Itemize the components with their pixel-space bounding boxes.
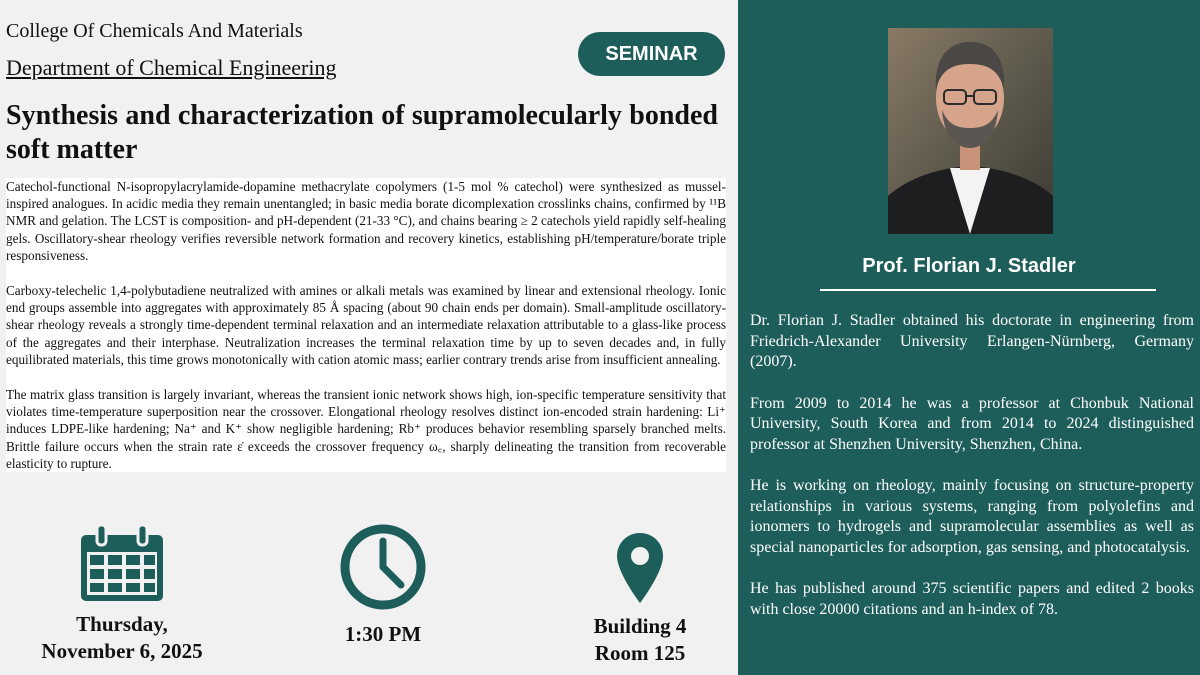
speaker-bio (750, 311, 1194, 641)
department-name: Department of Chemical Engineering (6, 55, 337, 80)
abstract-paragraph-3: The matrix glass transition is largely invariant, whereas the transient ionic network shows high, ion-specific temperature sensitivity that violates time-temperature superposition near the crossover. Elongational rheology resolves distinct ion-encoded strain hardening: Li⁺ induces LDPE-like hardening; Na⁺ and K⁺ show negligible hardening; Rb⁺ produces behavior resembling sparsely branched melts. Brittle failure occurs when the strain rate ε̇ exceeds the crossover frequency ω꜀, sharply delineating the transition from recoverable elasticity to rupture. (6, 387, 726, 471)
date-line-2: November 6, 2025 (41, 639, 203, 663)
calendar-icon (79, 525, 165, 603)
bio-paragraph-2: From 2009 to 2014 he was a professor at Chonbuk National University, South Korea and from 2014 to 2024 distinguished professor at Shenzhen University, Shenzhen, China. (750, 394, 1194, 453)
college-name: College Of Chemicals And Materials (6, 20, 303, 42)
talk-title: Synthesis and characterization of supramolecularly bonded soft matter (6, 100, 718, 165)
date-line-1: Thursday, (76, 612, 168, 636)
seminar-badge: SEMINAR (578, 32, 725, 76)
name-divider (820, 289, 1156, 291)
location-line-2: Room 125 (594, 641, 686, 665)
abstract-paragraph-2: Carboxy-telechelic 1,4-polybutadiene neutralized with amines or alkali metals was examined by linear and extensional rheology. Ionic end groups assemble into aggregates with approximately 85 Å spacing (about 90 chain ends per domain). Small-amplitude oscillatory-shear rheology reveals a strongly time-dependent terminal relaxation and an intermediate relaxation attributable to a glass-like process of the aggregates and their interphase. Neutralization increases the terminal relaxation time by up to seven decades and, in fully equilibrated materials, this time grows monotonically with cation atomic mass; earlier contrary trends arise from insufficient annealing. (6, 283, 726, 367)
bio-paragraph-3: He is working on rheology, mainly focusing on structure-property relationships in various systems, ranging from polyolefins and ionomers to hydrogels and supramolecular assemblies as well as special nanoparticles for adsorption, gas sensing, and photocatalysis. (750, 477, 1194, 556)
location-pin-icon (615, 531, 665, 605)
speaker-panel (738, 0, 1200, 675)
bio-paragraph-4: He has published around 375 scientific papers and edited 2 books with close 20000 citations and an h-index of 78. (750, 580, 1194, 618)
abstract-paragraph-1: Catechol-functional N-isopropylacrylamide-dopamine methacrylate copolymers (1-5 mol % catechol) were synthesized as mussel-inspired analogues. In acidic media they remain unentangled; in basic media borate dicomplexation crosslinks chains, confirmed by ¹¹B NMR and gelation. The LCST is composition- and pH-dependent (21-33 °C), and chains bearing ≥ 2 catechols yield rapidly self-healing gels. Oscillatory-shear rheology verifies reversible network formation and recovery kinetics, establishing pH/temperature/borate triple responsiveness. (6, 179, 726, 263)
speaker-name: Prof. Florian J. Stadler (862, 255, 1076, 277)
speaker-photo (888, 28, 1053, 234)
date-block (2, 525, 242, 665)
location-line-1: Building 4 (593, 614, 687, 638)
event-time: 1:30 PM (344, 622, 422, 646)
bio-paragraph-1: Dr. Florian J. Stadler obtained his doctorate in engineering from Friedrich-Alexander University Erlangen-Nürnberg, Germany (2007). (750, 312, 1194, 370)
time-block (263, 525, 503, 648)
abstract (6, 178, 726, 472)
location-block (520, 525, 760, 667)
clock-icon (339, 523, 427, 611)
